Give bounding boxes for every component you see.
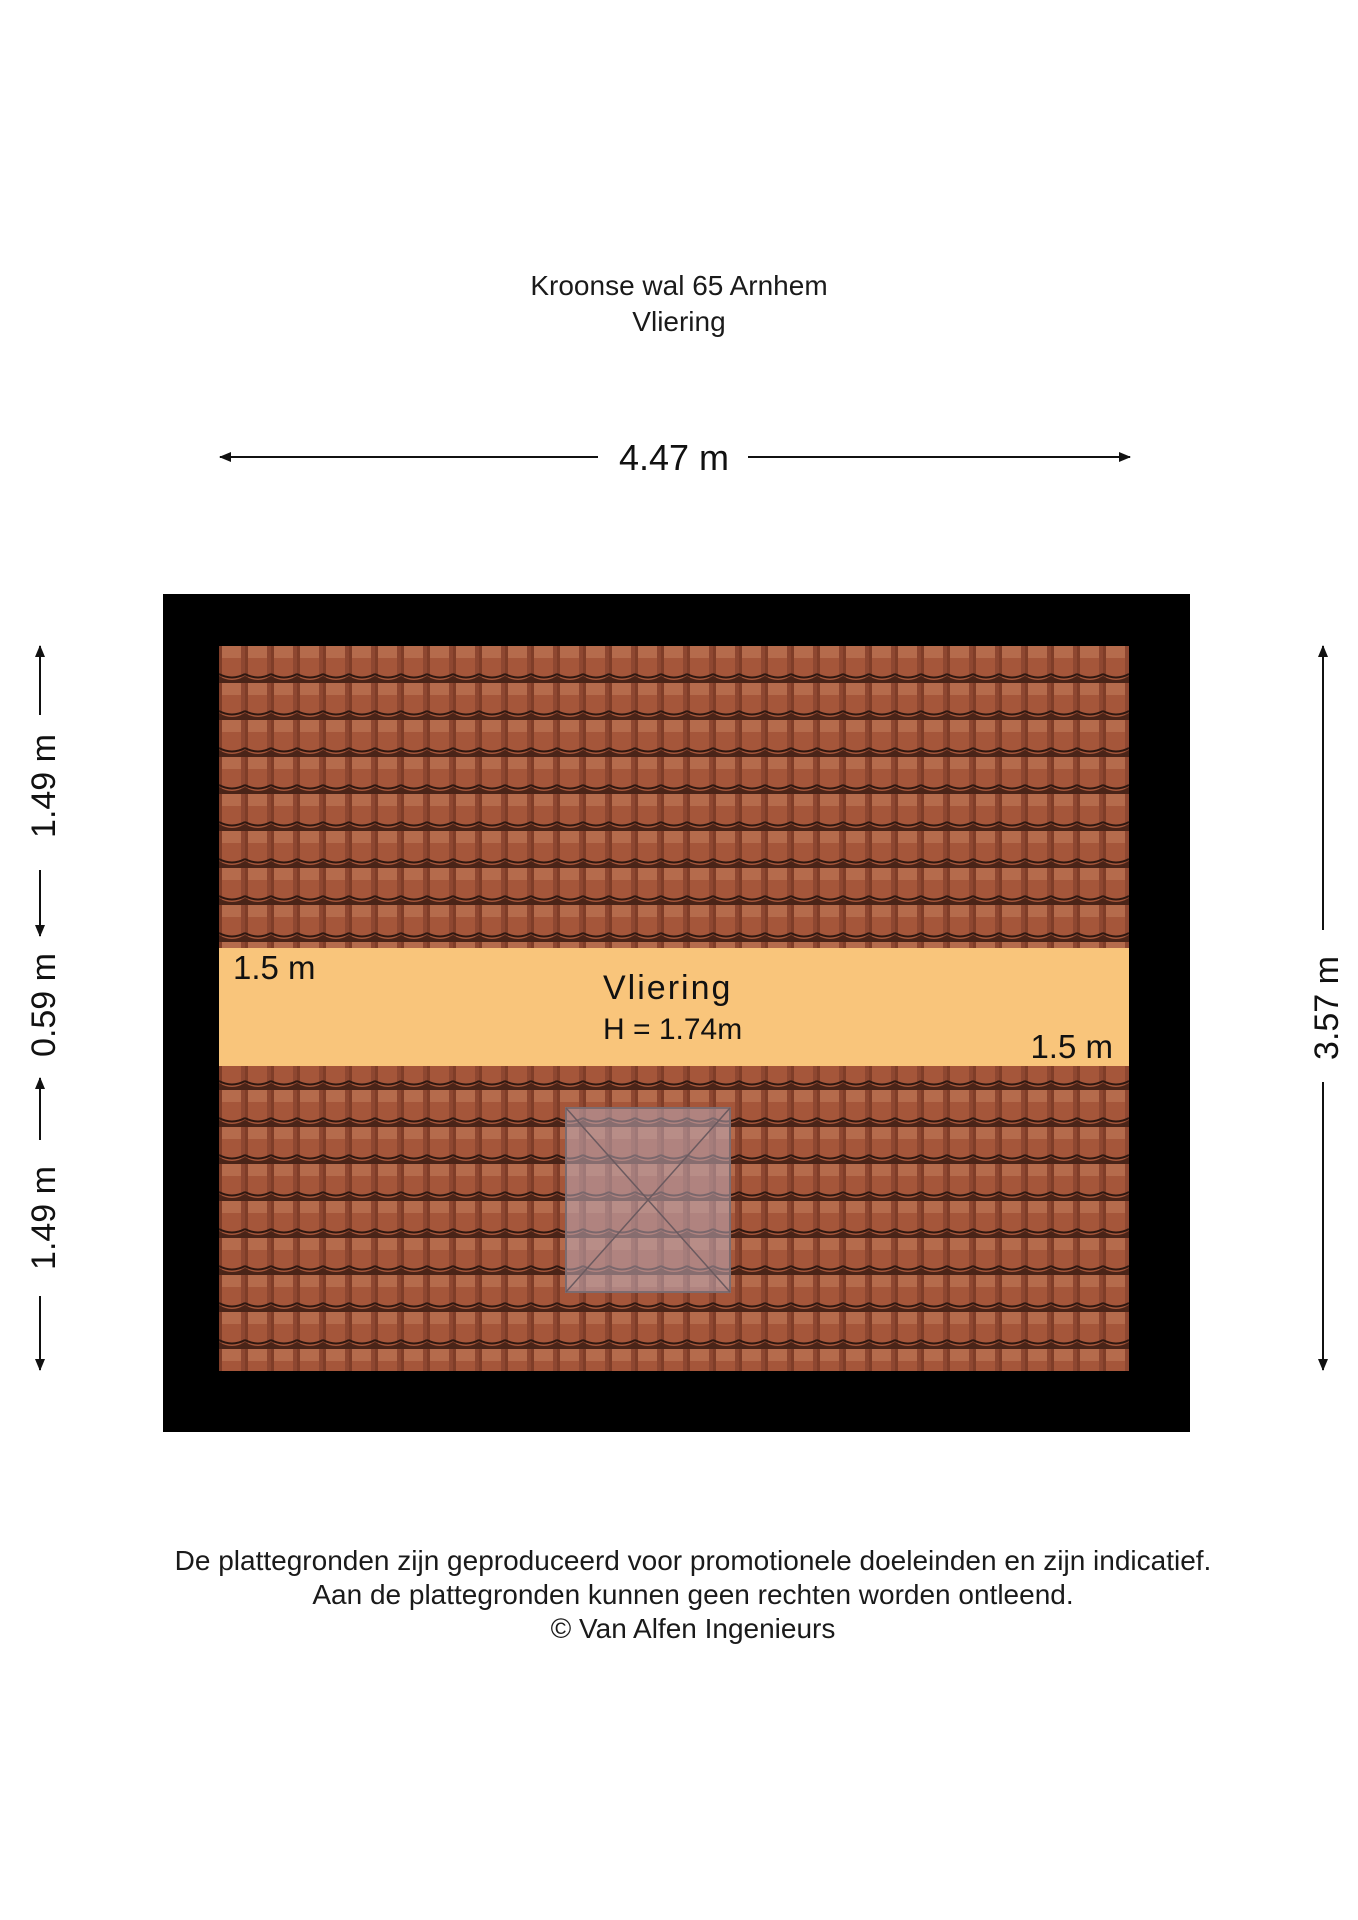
room-right-label: 1.5 m [1030, 1028, 1113, 1065]
disclaimer-line-2: Aan de plattegronden kunnen geen rechten worden ontleend. [312, 1579, 1074, 1610]
left-top-label: 1.49 m [25, 734, 63, 838]
attic-hatch [566, 1108, 730, 1292]
floor-title: Vliering [632, 306, 726, 337]
room-left-label: 1.5 m [233, 949, 316, 986]
depth-label: 3.57 m [1308, 956, 1346, 1060]
depth-dimension [1308, 646, 1346, 1370]
left-dimension-chain [25, 646, 63, 1370]
disclaimer-line-1: De plattegronden zijn geproduceerd voor promotionele doeleinden en zijn indicatief. [174, 1545, 1212, 1576]
left-bottom-label: 1.49 m [25, 1166, 63, 1270]
room-height: H = 1.74m [603, 1013, 743, 1046]
address-title: Kroonse wal 65 Arnhem [530, 270, 828, 301]
disclaimer [0, 1544, 1358, 1646]
width-dimension [220, 437, 1130, 478]
width-label: 4.47 m [618, 437, 730, 478]
copyright: © Van Alfen Ingenieurs [550, 1613, 836, 1644]
room-name: Vliering [603, 969, 733, 1007]
room-vliering [219, 948, 1129, 1066]
left-middle-label: 0.59 m [25, 953, 63, 1057]
